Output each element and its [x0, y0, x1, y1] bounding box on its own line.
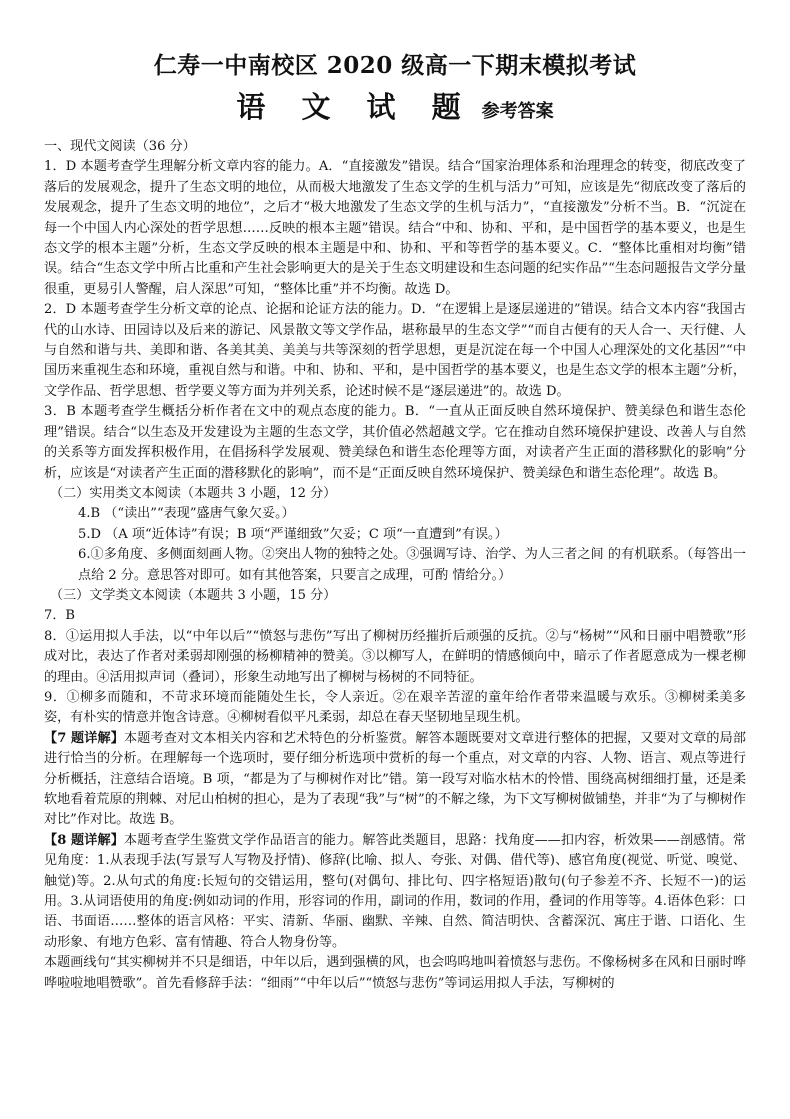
answer-content — [44, 137, 746, 994]
paragraph-text: 3．B 本题考查学生概括分析作者在文中的观点态度的能力。B．“一直从正面反映自然环境保护、赞美绿色和谐生态伦理”错误。结合“以生态及开发建设为主题的生态文学，其价值必然超越文学。它在推动自然环境保护建设、改善人与自然的关系等方面发挥积极作用，在倡扬科学发展观、赞美绿色和谐生态伦理等方面，对读者产生正面的潜移默化的影响”分析，应该是“对读者产生正面的潜移默化的影响”，而不是“正面反映自然环境保护、赞美绿色和谐生态伦理”。故选 B。 — [44, 404, 746, 481]
paragraph-text: （三）文学类文本阅读（本题共 3 小题，15 分） — [50, 587, 337, 603]
paragraph-text: 9．①柳多而随和，不苛求环境而能随处生长，令人亲近。②在艰辛苦涩的童年给作者带来温暖与欢乐。③柳树柔美多姿，有朴实的情意并饱含诗意。④柳树看似平凡柔弱，却总在春天坚韧地呈现生机。 — [44, 689, 746, 726]
paragraph-text: 一、现代文阅读（36 分） — [44, 139, 196, 154]
paragraph-text: 1．D 本题考查学生理解分析文章内容的能力。A．“直接激发”错误。结合“国家治理体系和治理理念的转变，彻底改变了落后的发展观念，提升了生态文明的地位，从而极大地激发了生态文学的生机与活力”可知，应该是先“彻底改变了落后的发展观念，提升了生态文明的地位”，之后才“极大地激发了生态文学的生机与活力”，“直接激发”分析不当。B．“沉淀在每一个中国人内心深处的哲学思想……反映的根本主题”错误。结合“中和、协和、平和，是中国哲学的基本要义，也是生态文学的根本主题”分析，生态文学反映的根本主题是中和、协和、平和等哲学的基本要义。C．“整体比重相对均衡”错误。结合“生态文学中所占比重和产生社会影响更大的是关于生态文明建设和生态问题的纪实作品”“生态问题报告文学分量很重，更易引人警醒，启人深思”可知，“整体比重”并不均衡。故选 D。 — [44, 159, 746, 297]
answer-paragraph-q7d — [44, 729, 746, 831]
paragraph-text: 本题考查对文本相关内容和艺术特色的分析鉴赏。解答本题既要对文章进行整体的把握，又要对文章的局部进行恰当的分析。在理解每一个选项时，要仔细分析选项中赏析的每一个重点，对文章的内容、人物、语言、观点等进行分析概括，注意结合语境。B 项，“都是为了与柳树作对比”错。第一段写对临水枯木的怜惜、围绕高树细细打量，还是柔软地看着荒原的荆棘、对尼山柏树的担心，是为了表现“我”与“树”的不解之缘，为下文写柳树做铺垫，并非“为了与柳树作对比”作对比。故选 B。 — [44, 730, 746, 828]
paragraph-text: 7．B — [44, 608, 76, 624]
answer-paragraph-sec1 — [44, 137, 746, 157]
answer-paragraph-q2 — [44, 300, 746, 402]
exam-title: 仁寿一中南校区 2020 级高一下期末模拟考试 — [153, 52, 637, 79]
answer-paragraph-q8d2 — [44, 953, 746, 994]
answer-paragraph-q8d — [44, 831, 746, 953]
paragraph-text: 2．D 本题考查学生分析文章的论点、论据和论证方法的能力。D．“在逻辑上是逐层递进的”错误。结合文本内容“我国古代的山水诗、田园诗以及后来的游记、风景散文等文学作品，堪称最早的生态文学”“而自古便有的天人合一、天行健、人与自然和谐与共、美即和谐、各美其美、美美与共等深刻的哲学思想，更是沉淀在每一个中国人心理深处的文化基因”“中国历来重视生态和环境，重视自然与和谐。中和、协和、平和，是中国哲学的基本要义，也是生态文学的根本主题”分析，文学作品、哲学思想、哲学要义等方面为并列关系，论述时候不是“逐层递进”的。故选 D。 — [44, 302, 746, 399]
answer-paragraph-q5 — [44, 525, 746, 545]
answer-paragraph-q6 — [44, 545, 746, 586]
paragraph-text: 4.B （“读出”“表现”盛唐气象欠妥。） — [78, 506, 295, 522]
answer-paragraph-sec3 — [44, 586, 746, 606]
answer-paragraph-q3 — [44, 402, 746, 484]
paragraph-text: （二）实用类文本阅读（本题共 3 小题，12 分） — [50, 485, 337, 501]
answer-paragraph-sec2 — [44, 484, 746, 504]
paragraph-text: 8．①运用拟人手法，以“中年以后”“愤怒与悲伤”写出了柳树历经摧折后顽强的反抗。②与“杨树”“风和日丽中唱赞歌”形成对比，表达了作者对柔弱却刚强的杨柳精神的赞美。③以柳写人，在鲜明的情感倾向中，暗示了作者愿意成为一棵老柳的理由。④活用拟声词（叠词），形象生动地写出了柳树与杨树的不同特征。 — [44, 628, 746, 685]
answer-paragraph-q8 — [44, 627, 746, 688]
paragraph-text: 本题画线句“其实柳树并不只是细语，中年以后，遇到强横的风，也会呜呜地叫着愤怒与悲伤。不像杨树多在风和日丽时哗哗啦啦地唱赞歌”。首先看修辞手法：“细雨”“中年以后”“愤怒与悲伤”等词运用拟人手法，写柳树的 — [44, 955, 746, 991]
answer-paragraph-q9 — [44, 688, 746, 729]
answer-paragraph-q1 — [44, 157, 746, 300]
answer-paragraph-q4 — [44, 504, 746, 524]
subject-title: 语 文 试 题 — [236, 90, 474, 124]
paragraph-text: 6.①多角度、多侧面刻画人物。②突出人物的独特之处。③强调写诗、治学、为人三者之间 的有机联系。（每答出一点给 2 分。意思答对即可。如有其他答案，只要言之成理，可酌 情给分。） — [78, 547, 746, 583]
answer-key-tag: 参考答案 — [481, 101, 554, 122]
paragraph-text: 5.D （A 项“近体诗”有误；B 项“严谨细致”欠妥；C 项“一直遭到”有误。） — [78, 526, 508, 542]
detail-label: 【8 题详解】 — [44, 832, 125, 848]
detail-label: 【7 题详解】 — [44, 730, 124, 746]
subtitle-row — [44, 90, 746, 129]
paragraph-text: 本题考查学生鉴赏文学作品语言的能力。解答此类题目，思路：找角度——扣内容，析效果——剖感情。常见角度：1.从表现手法(写景写人写物及抒情)、修辞(比喻、拟人、夸张、对偶、借代等)、感官角度(视觉、听觉、嗅觉、触觉)等。2.从句式的角度:长短句的交错运用，整句(对偶句、排比句、四字格短语)散句(句子参差不齐、长短不一)的运用。3.从词语使用的角度:例如动词的作用，形容词的作用，副词的作用，数词的作用，叠词的作用等等。4.语体色彩：口语、书面语……整体的语言风格：平实、清新、华丽、幽默、辛辣、自然、简洁明快、含蓄深沉、寓庄于谐、口语化、生动形象、有地方色彩、富有情趣、符合人物身份等。 — [44, 832, 747, 950]
answer-paragraph-q7 — [44, 606, 746, 626]
